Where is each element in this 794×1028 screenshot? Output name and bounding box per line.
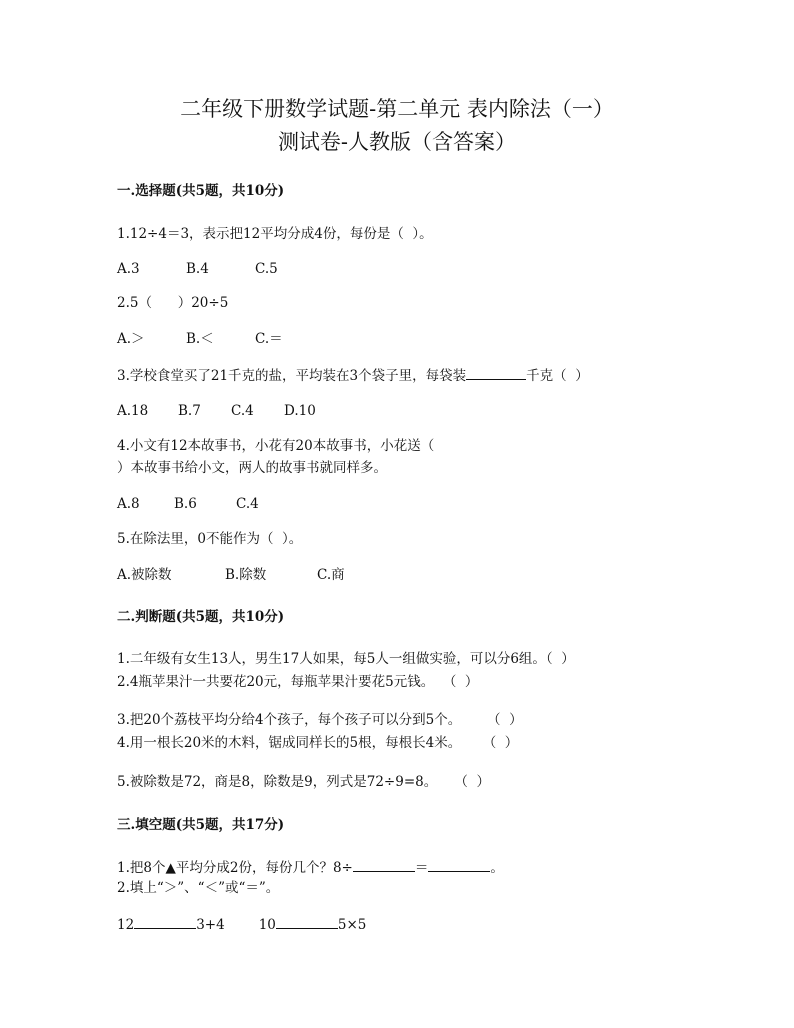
- option-b: B.6: [174, 496, 197, 512]
- option-a: A.18: [117, 403, 149, 419]
- option-c: C.4: [236, 496, 259, 512]
- document-title-line1: 二年级下册数学试题-第二单元 表内除法（一）: [180, 97, 614, 121]
- answer-blank: [353, 859, 415, 872]
- fill-question-1-before: 1.把8个▲平均分成2份，每份几个？8÷: [117, 860, 353, 876]
- compare-b-right: 5×5: [337, 917, 367, 933]
- fill-question-1-after: 。: [490, 860, 504, 876]
- option-a: A.＞: [117, 331, 145, 347]
- option-b: B.7: [178, 403, 201, 419]
- answer-blank: [466, 367, 526, 380]
- question-2: 2.5（ ）20÷5: [117, 295, 229, 311]
- option-c: C.4: [231, 403, 254, 419]
- question-3-text-after: 千克（ ）: [526, 368, 589, 384]
- answer-blank: [276, 916, 338, 929]
- document-title-line2: 测试卷-人教版（含答案）: [277, 130, 517, 154]
- fill-question-1-mid: ＝: [414, 860, 429, 876]
- section-heading-fill: 三.填空题(共5题，共17分): [117, 817, 285, 833]
- option-c: C.＝: [255, 331, 283, 347]
- option-c: C.商: [317, 567, 345, 583]
- option-a: A.8: [117, 496, 140, 512]
- fill-question-2-row: [117, 916, 366, 933]
- section-heading-choice: 一.选择题(共5题，共10分): [117, 183, 285, 199]
- compare-a-right: 3+4: [196, 917, 225, 933]
- answer-blank: [428, 859, 490, 872]
- judge-item-4: 4.用一根长20米的木料，锯成同样长的5根，每根长4米。 （ ）: [117, 735, 519, 751]
- compare-b-left: 10: [258, 917, 276, 933]
- option-d: D.10: [284, 403, 316, 419]
- option-c: C.5: [255, 261, 278, 277]
- judge-item-2: 2.4瓶苹果汁一共要花20元，每瓶苹果汁要花5元钱。 （ ）: [117, 674, 479, 690]
- section-heading-judge: 二.判断题(共5题，共10分): [117, 609, 285, 625]
- option-a: A.3: [117, 261, 140, 277]
- judge-item-3: 3.把20个荔枝平均分给4个孩子，每个孩子可以分到5个。 （ ）: [117, 712, 523, 728]
- question-4-line2: ）本故事书给小文，两人的故事书就同样多。: [117, 460, 387, 476]
- question-3-text-before: 3.学校食堂买了21千克的盐，平均装在3个袋子里，每袋装: [117, 368, 467, 384]
- fill-question-1: [117, 859, 504, 876]
- answer-blank: [134, 916, 196, 929]
- question-4-line1: 4.小文有12本故事书，小花有20本故事书，小花送（: [117, 438, 435, 454]
- question-5: 5.在除法里，0不能作为（ ）。: [117, 531, 303, 547]
- option-b: B.除数: [225, 567, 267, 583]
- compare-a-left: 12: [117, 917, 135, 933]
- question-1: 1.12÷4＝3，表示把12平均分成4份，每份是（ ）。: [117, 226, 433, 242]
- question-3: [117, 367, 589, 384]
- judge-item-1: 1.二年级有女生13人，男生17人如果，每5人一组做实验，可以分6组。（ ）: [117, 651, 575, 667]
- option-b: B.4: [186, 261, 209, 277]
- fill-question-2: 2.填上“＞”、“＜”或“＝”。: [117, 880, 280, 896]
- judge-item-5: 5.被除数是72，商是8，除数是9，列式是72÷9=8。 （ ）: [117, 774, 490, 790]
- option-b: B.＜: [186, 331, 214, 347]
- option-a: A.被除数: [117, 567, 172, 583]
